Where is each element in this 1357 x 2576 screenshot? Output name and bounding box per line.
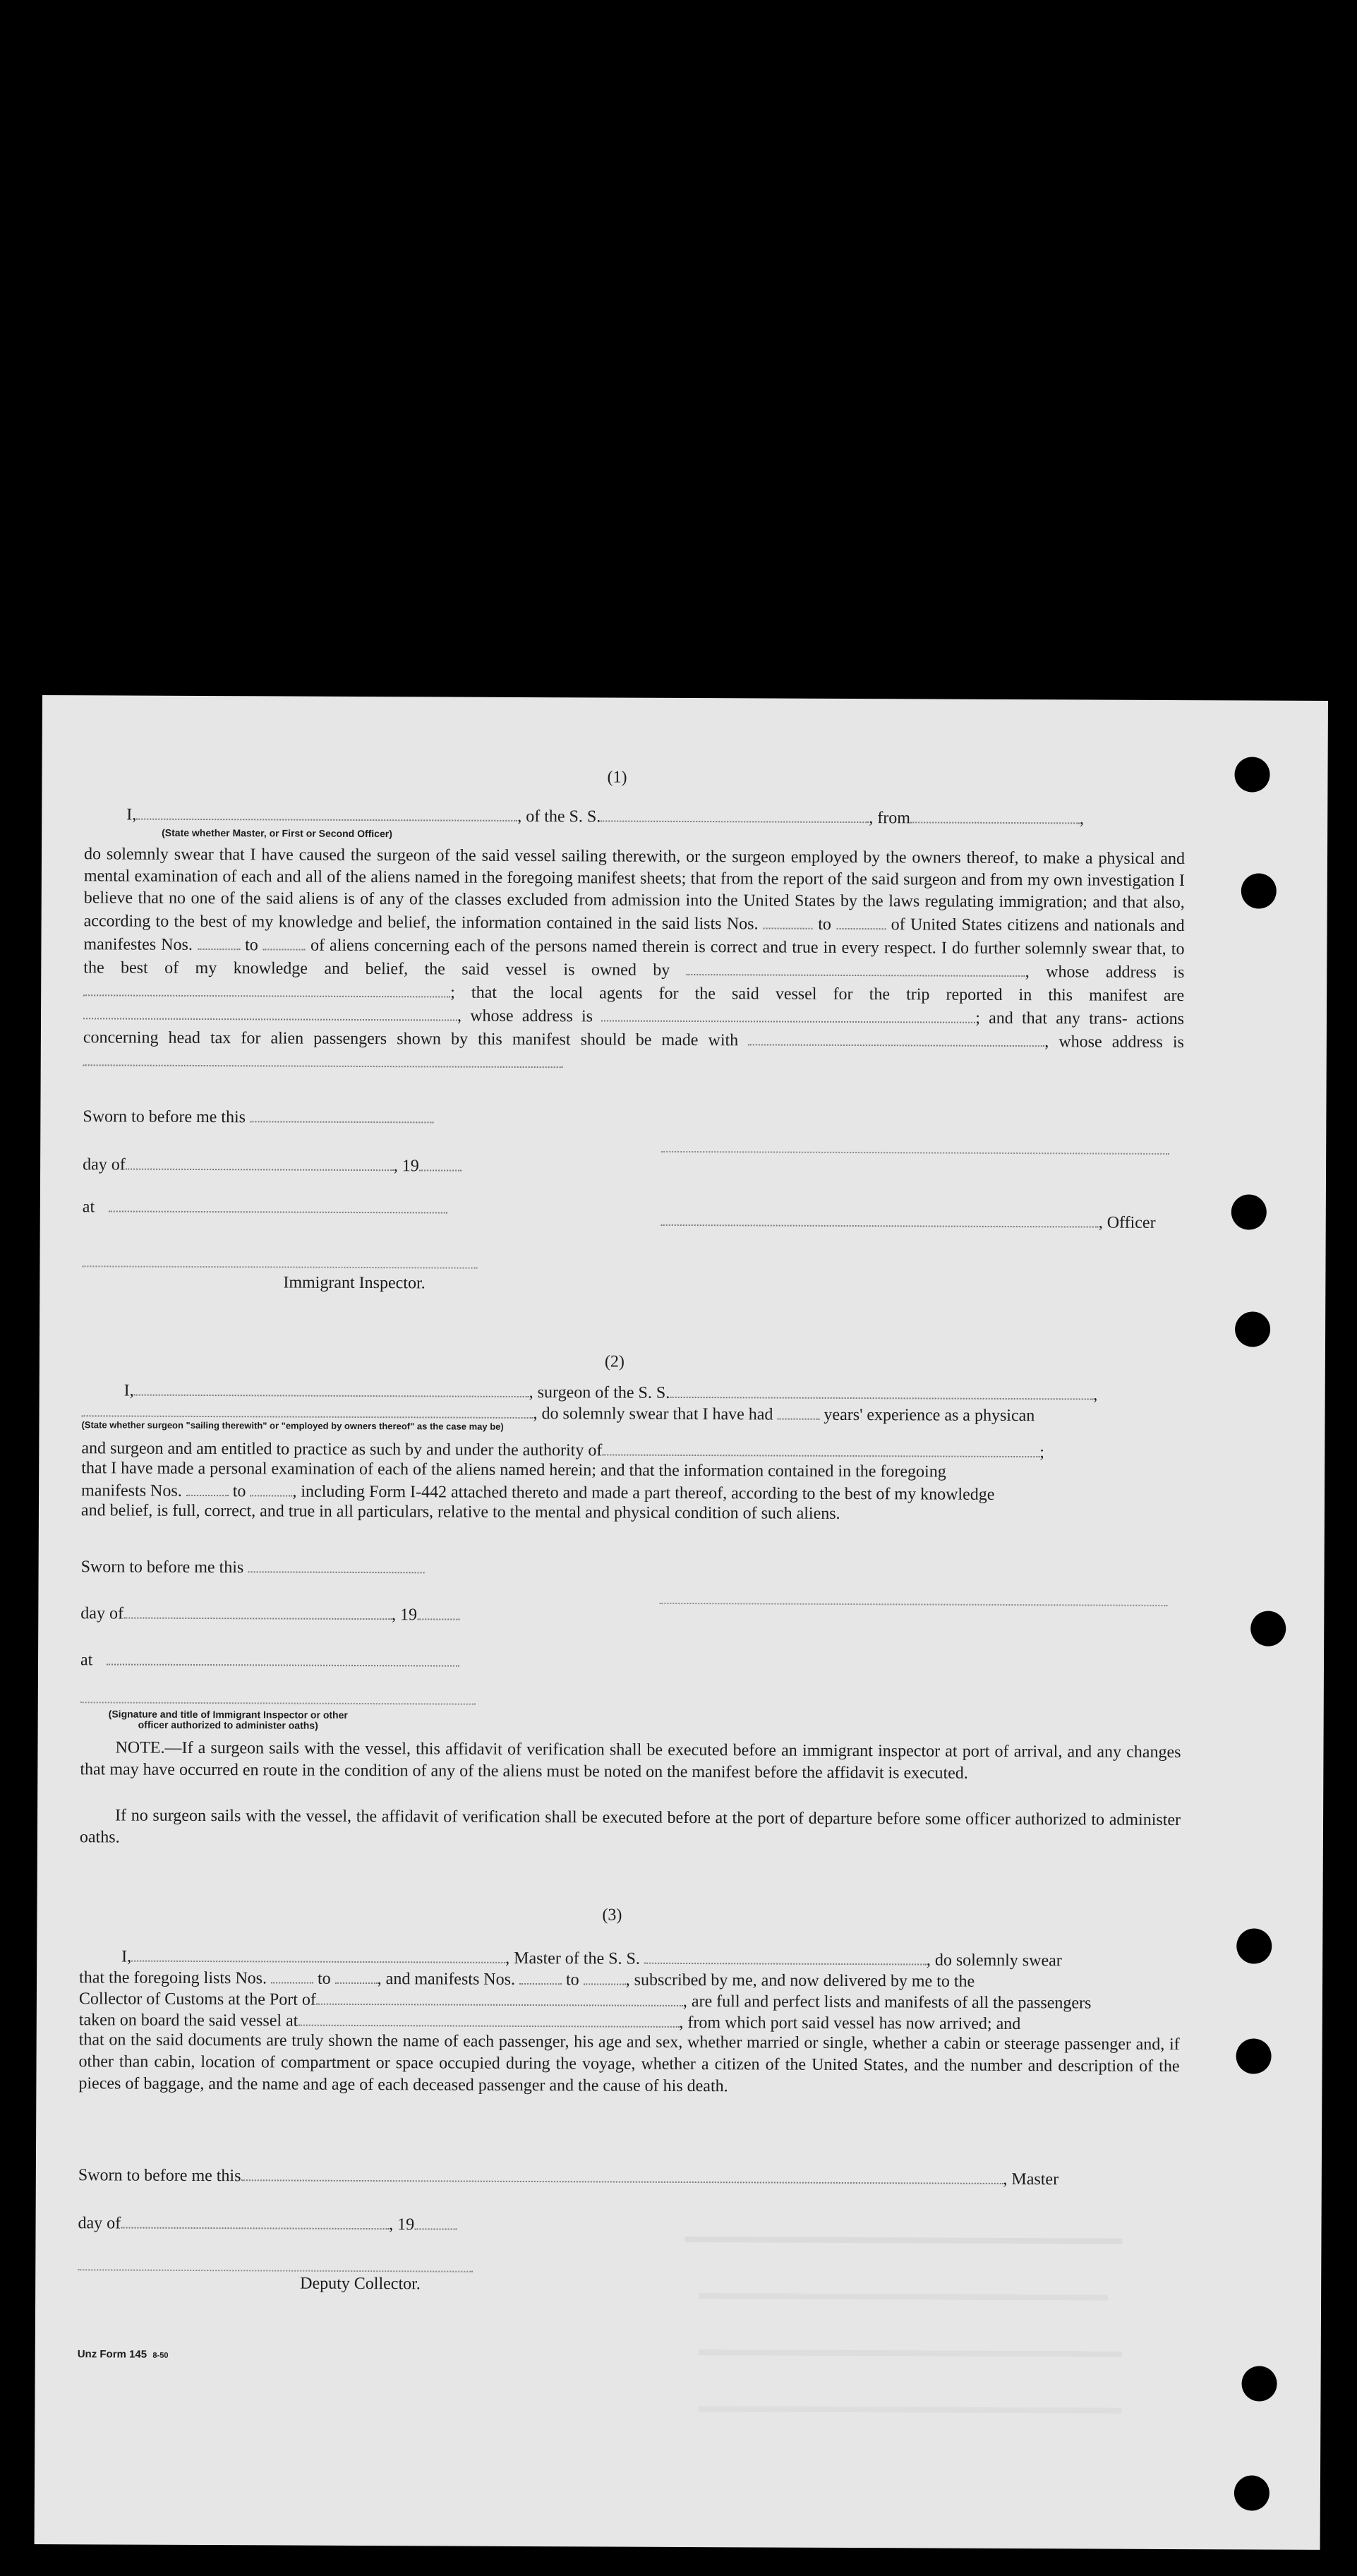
section-3-sworn: Sworn to before me this , Master: [78, 2163, 1059, 2191]
section-1-at: at: [83, 1195, 447, 1220]
binder-hole: [1235, 1311, 1270, 1347]
section-3-line-c: Collector of Customs at the Port of , are full and perfect lists and manifests of all the passengers: [79, 1987, 1092, 2014]
section-2-day-of: day of , 19: [80, 1601, 459, 1626]
binder-hole: [1250, 1611, 1286, 1646]
binder-hole: [1241, 873, 1277, 908]
section-1-inspector: Immigrant Inspector.: [283, 1273, 426, 1293]
section-2-number: (2): [604, 1352, 625, 1371]
binder-hole: [1236, 2038, 1271, 2074]
inspector-signature-line: [80, 1702, 476, 1704]
signature-line: [659, 1603, 1167, 1606]
section-2-line-d: and belief, is full, correct, and true in all particulars, relative to the mental and physical condition of such aliens.: [80, 1501, 840, 1523]
bleed-through-marks: [699, 2349, 1122, 2357]
section-1-line-1: I, , of the S. S. , from ,: [126, 803, 1084, 831]
binder-hole: [1231, 1194, 1267, 1229]
binder-hole: [1236, 1928, 1272, 1963]
section-1-sworn: Sworn to before me this: [83, 1105, 433, 1129]
section-1-officer: , Officer: [661, 1209, 1156, 1234]
binder-hole: [1241, 2366, 1277, 2401]
section-2-line-b: that I have made a personal examination of each of the aliens named herein; and that the information contained in the foregoing: [81, 1459, 946, 1481]
inspector-signature-line: [82, 1265, 477, 1268]
section-3-body: that on the said documents are truly shown the name of each passenger, his age and sex, whether married or single, whether a cabin or steerage passenger and, if other than cabin, location of compartment or space occupied during the voyage, whether a citizen of the United States, and the number and description of the pieces of baggage, and the name and age of each deceased passenger and the cause of his death.: [78, 2030, 1180, 2096]
form-number: Unz Form 145 8-50: [77, 2348, 169, 2361]
bleed-through-marks: [699, 2293, 1108, 2301]
section-2-line-c: manifests Nos. to , including Form I-442 attached thereto and made a part thereof, according to the best of my knowledge: [81, 1479, 994, 1506]
manifest-form-sheet: [35, 695, 1328, 2550]
section-1-day-of: day of , 19: [83, 1152, 462, 1177]
bleed-through-marks: [698, 2406, 1121, 2414]
binder-hole: [1234, 2475, 1269, 2510]
binder-hole: [1234, 757, 1269, 792]
section-3-day-of: day of , 19: [78, 2211, 457, 2236]
section-3-line-1: I, , Master of the S. S. , do solemnly swear: [121, 1945, 1062, 1973]
section-2-sworn: Sworn to before me this: [81, 1555, 425, 1579]
section-2-line-a: and surgeon and am entitled to practice as such by and under the authority of ;: [81, 1439, 1045, 1462]
surgeon-note: (State whether surgeon "sailing therewith" or "employed by owners thereof" as the case may be): [81, 1419, 504, 1432]
section-3-line-b: that the foregoing lists Nos. to , and manifests Nos. to , subscribed by me, and now delivered by me to the: [79, 1966, 975, 1993]
signature-note: (Signature and title of Immigrant Inspector or other officer authorized to administer oaths): [108, 1708, 348, 1731]
section-2-note: NOTE.—If a surgeon sails with the vessel, this affidavit of verification shall be executed before an immigrant inspector at port of arrival, and any changes that may have occurred en route in the condition of any of the aliens must be noted on the manifest before the affidavit is executed.: [80, 1738, 1181, 1783]
collector-signature-line: [78, 2269, 473, 2272]
section-3-line-d: taken on board the said vessel at , from which port said vessel has now arrived; and: [79, 2008, 1021, 2035]
section-2-line-1: I, , surgeon of the S. S. ,: [124, 1379, 1098, 1407]
section-2-at: at: [80, 1648, 459, 1673]
section-2-note-2: If no surgeon sails with the vessel, the affidavit of verification shall be executed before at the port of departure before some officer authorized to administer oaths.: [79, 1806, 1181, 1847]
section-3-deputy: Deputy Collector.: [300, 2274, 421, 2294]
section-1-body: do solemnly swear that I have caused the surgeon of the said vessel sailing therewith, or the surgeon employed by the owners thereof, to make a physical and mental examination of each and all of the aliens named in the foregoing manifest sheets; that from the report of the said surgeon and from my own investigation I believe that no one of the said aliens is of any of the classes excluded from admission into the United States by the laws regulating immigration; and that also, according to the best of my knowledge and belief, the information contained in the said lists Nos. to of United States citizens and nationals and manifestes Nos. to of aliens concerning each of the persons named therein is correct and true in every respect. I do further solemnly swear that, to the best of my knowledge and belief, the said vessel is owned by , whose address is ; that the local agents for the said vessel for the trip reported in this manifest are , whose address is ; and that any trans- actions concerning head tax for alien passengers shown by this manifest should be made with , whose address is: [83, 843, 1185, 1077]
section-3-number: (3): [602, 1906, 622, 1925]
section-2-line-2: , do solemnly swear that I have had years' experience as a physican: [82, 1400, 1035, 1427]
officer-note: (State whether Master, or First or Second Officer): [162, 826, 392, 840]
bleed-through-marks: [684, 2237, 1122, 2244]
section-1-number: (1): [607, 768, 627, 787]
signature-line: [661, 1151, 1169, 1155]
